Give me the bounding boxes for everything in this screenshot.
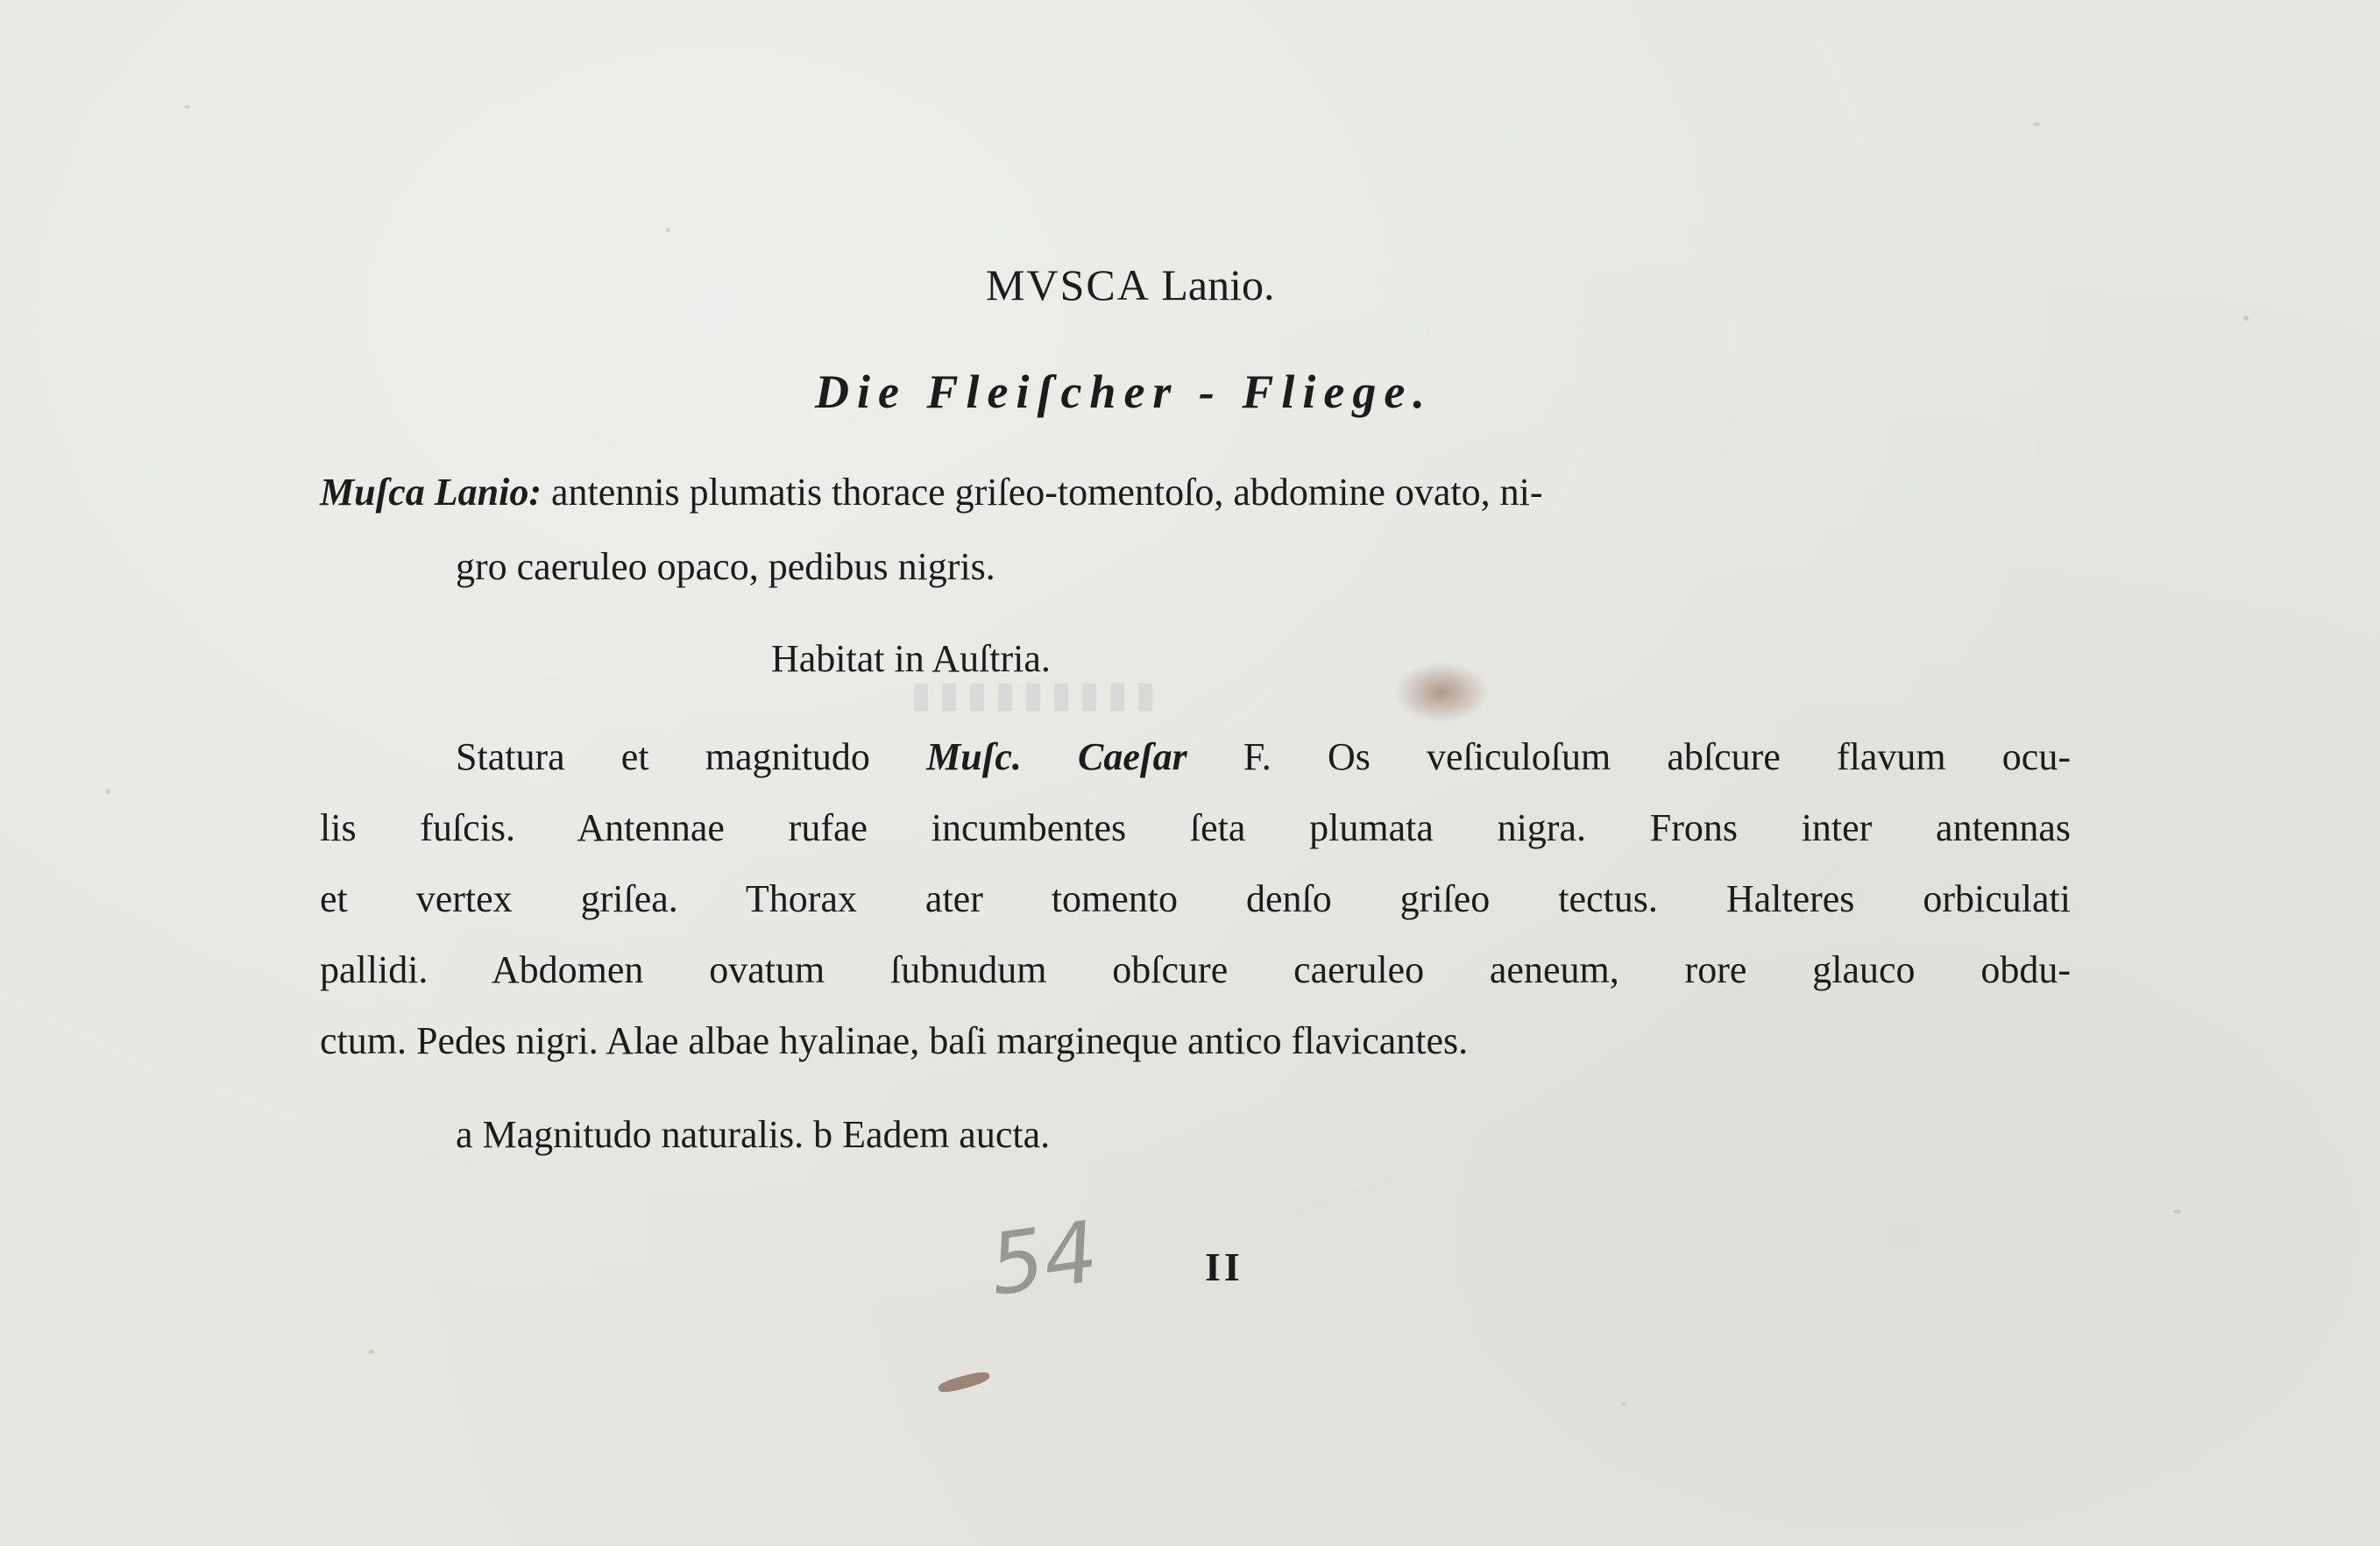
bleed-through-stamp: ▮▮▮▮▮▮▮▮▮: [903, 676, 1156, 714]
description-text: Statura et magnitudo: [456, 735, 927, 778]
description-line-3: et vertex griſea. Thorax ater tomento denſo griſeo tectus. Halteres orbiculati: [320, 877, 2071, 920]
figure-legend: a Magnitudo naturalis. b Eadem aucta.: [456, 1113, 1051, 1156]
description-text: F. Os veſiculoſum abſcure flavum ocu-: [1186, 735, 2071, 778]
habitat-line: Habitat in Auſtria.: [771, 637, 1051, 680]
page-title: [986, 260, 1275, 309]
paper-fleck: [184, 105, 190, 109]
paper-fleck: [1621, 1402, 1626, 1406]
pencil-annotation: 54: [983, 1202, 1104, 1315]
paper-fleck: [105, 789, 110, 794]
paper-fleck: [666, 228, 670, 232]
diagnosis-text-1: antennis plumatis thorace griſeo-tomentoſo, abdomine ovato, ni-: [551, 471, 1543, 514]
german-common-name: Die Fleiſcher - Fliege.: [815, 365, 1433, 418]
page-number: II: [1205, 1245, 1243, 1289]
genus-name: MVSCA: [986, 260, 1151, 309]
description-line-5: ctum. Pedes nigri. Alae albae hyalinae, baſi margineque antico flavicantes.: [320, 1019, 1469, 1062]
paper-fleck: [2243, 316, 2249, 321]
ink-blot: [937, 1369, 991, 1394]
description-line-4: pallidi. Abdomen ovatum ſubnudum obſcure caeruleo aeneum, rore glauco obdu-: [320, 948, 2071, 991]
description-paragraph: [320, 734, 2071, 1089]
species-reference: Muſc. Caeſar: [926, 735, 1187, 778]
foxing-stain: [1393, 662, 1490, 723]
description-line-1: [320, 734, 2071, 805]
paper-fleck: [368, 1350, 374, 1354]
species-name: Lanio.: [1161, 260, 1275, 309]
paper-fleck: [2033, 123, 2040, 126]
diagnosis-line-2: gro caeruleo opaco, pedibus nigris.: [456, 545, 995, 588]
paper-fleck: [2173, 1209, 2181, 1214]
description-line-2: lis fuſcis. Antennae rufae incumbentes ſeta plumata nigra. Frons inter antennas: [320, 806, 2071, 849]
diagnosis-line-1: [320, 473, 1543, 512]
diagnosis-lead: Muſca Lanio:: [320, 471, 542, 514]
